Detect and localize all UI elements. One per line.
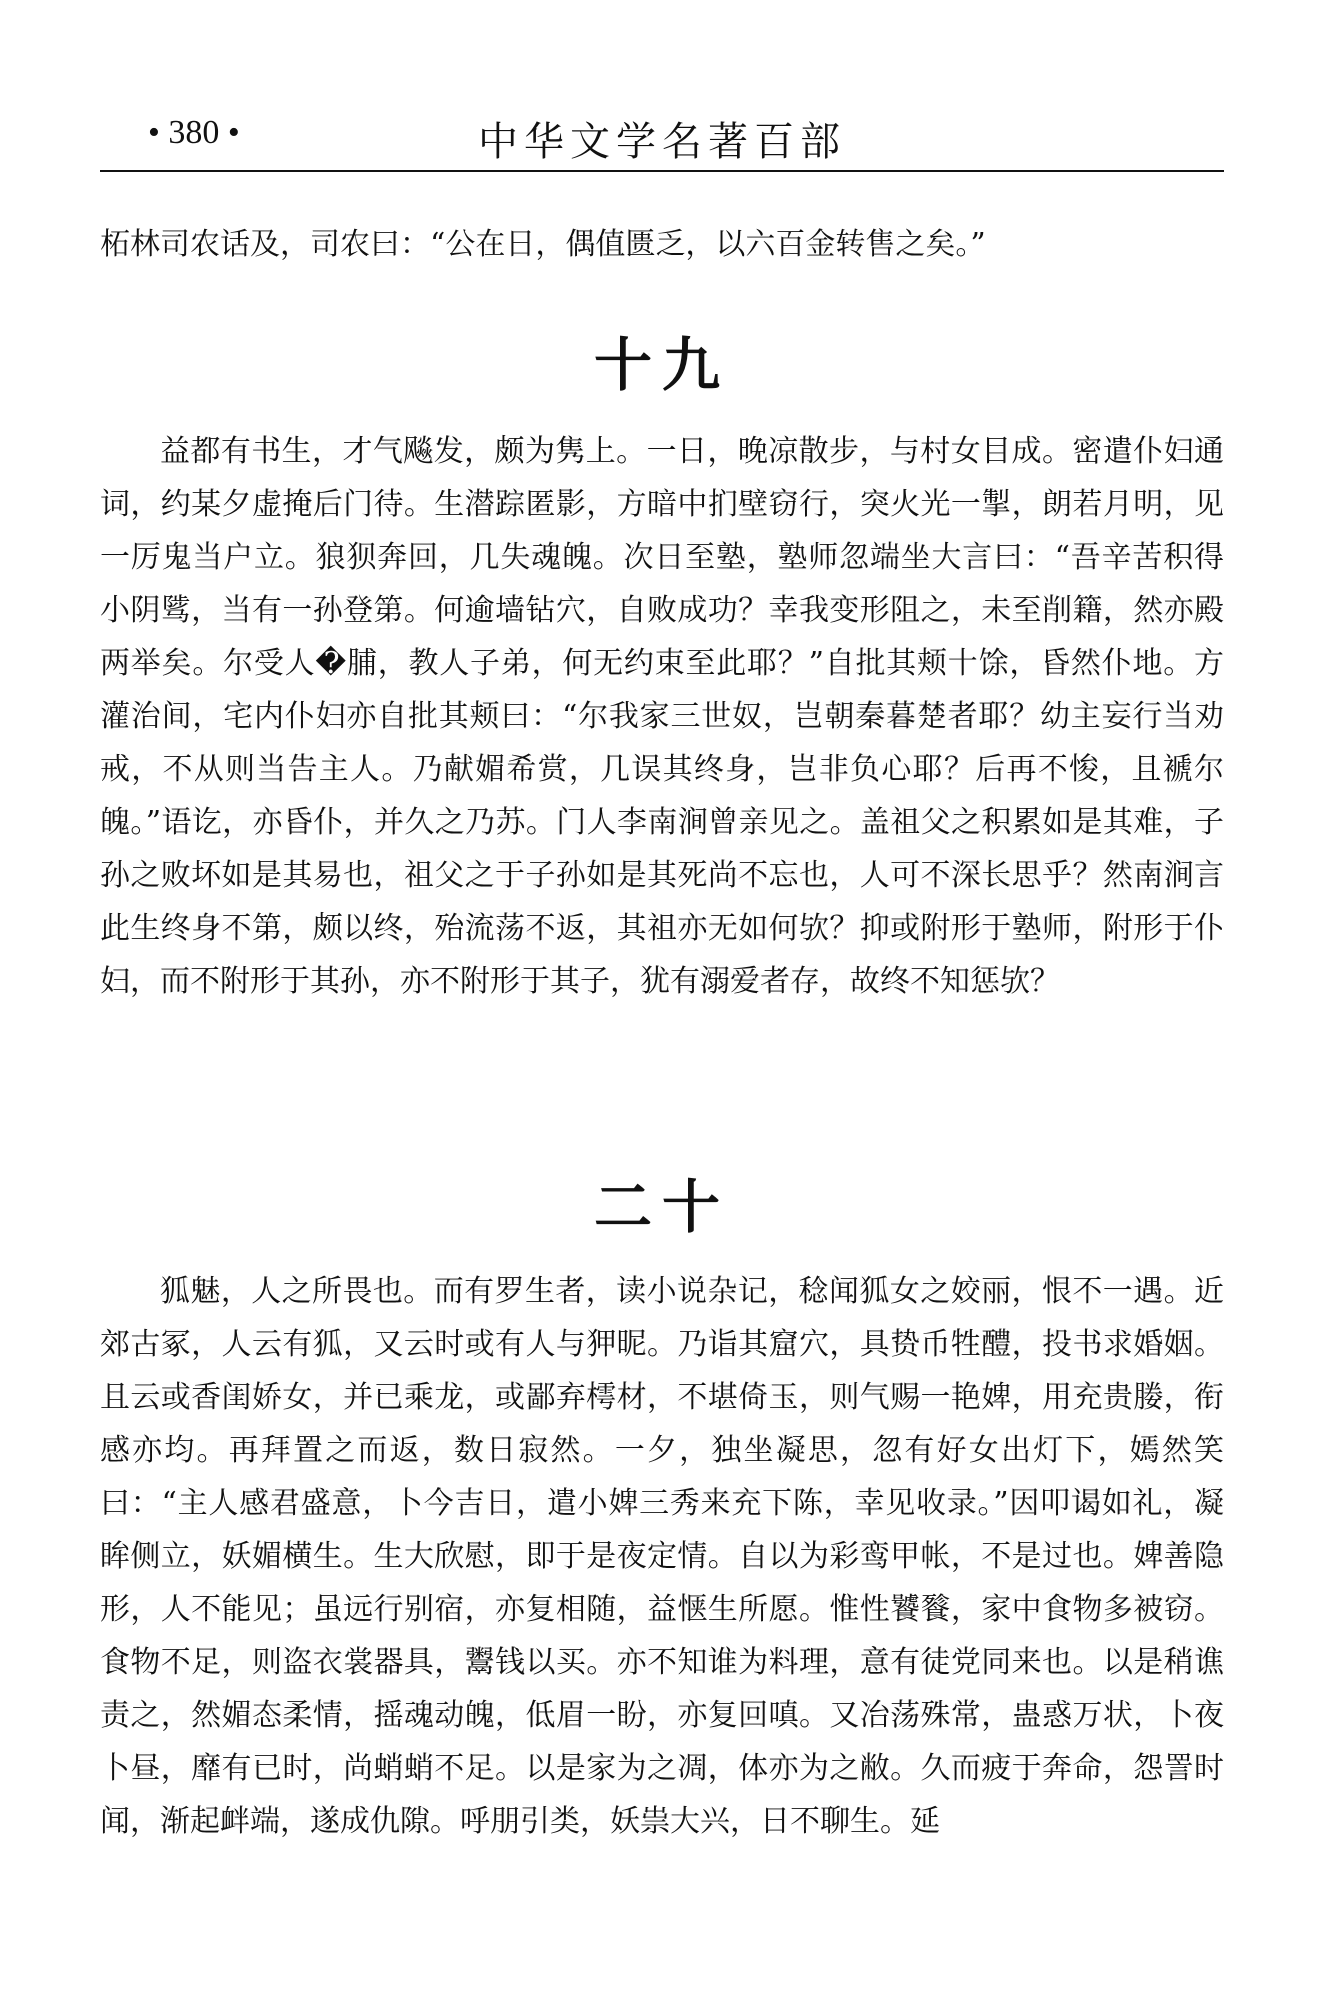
section-19-body xyxy=(100,425,1224,1008)
lead-paragraph xyxy=(100,218,1224,271)
lead-paragraph-text: 柘林司农话及，司农曰：“公在日，偶值匮乏，以六百金转售之矣。” xyxy=(100,227,986,262)
section-20-paragraph: 狐魅，人之所畏也。而有罗生者，读小说杂记，稔闻狐女之姣丽，恨不一遇。近郊古冢，人云有狐，又云时或有人与狎昵。乃诣其窟穴，具贽币牲醴，投书求婚姻。且云或香闺娇女，并已乘龙，或鄙弃樗材，不堪倚玉，则气赐一艳婢，用充贵媵，衔感亦均。再拜置之而返，数日寂然。一夕，独坐凝思，忽有好女出灯下，嫣然笑曰：“主人感君盛意，卜今吉日，遣小婢三秀来充下陈，幸见收录。”因叩谒如礼，凝眸侧立，妖媚横生。生大欣慰，即于是夜定情。自以为彩鸾甲帐，不是过也。婢善隐形，人不能见；虽远行别宿，亦复相随，益惬生所愿。惟性饕餮，家中食物多被窃。食物不足，则盗衣裳器具，鬻钱以买。亦不知谁为料理，意有徒党同来也。以是稍谯责之，然媚态柔情，摇魂动魄，低眉一盼，亦复回嗔。又冶荡殊常，蛊惑万状，卜夜卜昼，靡有已时，尚蛸蛸不足。以是家为之凋，体亦为之敝。久而疲于奔命，怨詈时闻，渐起衅端，遂成仇隙。呼朋引类，妖祟大兴，日不聊生。延 xyxy=(100,1274,1224,1839)
section-title-19: 十九 xyxy=(593,331,730,399)
section-title-20: 二十 xyxy=(593,1173,730,1241)
page-number: • 380 • xyxy=(148,114,240,151)
section-20-body xyxy=(100,1265,1224,1848)
section-19-paragraph: 益都有书生，才气飚发，颇为隽上。一日，晚凉散步，与村女目成。密遣仆妇通词，约某夕虚掩后门待。生潜踪匿影，方暗中扪壁窃行，突火光一掣，朗若月明，见一厉鬼当户立。狼狈奔回，几失魂魄。次日至塾，塾师忽端坐大言曰：“吾辛苦积得小阴骘，当有一孙登第。何逾墙钻穴，自败成功？幸我变形阻之，未至削籍，然亦殿两举矣。尔受人�脯，教人子弟，何无约束至此耶？”自批其颊十馀，昏然仆地。方灌治间，宅内仆妇亦自批其颊曰：“尔我家三世奴，岂朝秦暮楚者耶？幼主妄行当劝戒，不从则当告主人。乃献媚希赏，几误其终身，岂非负心耶？后再不悛，且褫尔魄。”语讫，亦昏仆，并久之乃苏。门人李南涧曾亲见之。盖祖父之积累如是其难，子孙之败坏如是其易也，祖父之于子孙如是其死尚不忘也，人可不深长思乎？然南涧言此生终身不第，颇以终，殆流荡不返，其祖亦无如何欤？抑或附形于塾师，附形于仆妇，而不附形于其孙，亦不附形于其子，犹有溺爱者存，故终不知惩欤？ xyxy=(100,434,1224,999)
book-title: 中华文学名著百部 xyxy=(478,119,846,165)
page-header xyxy=(100,108,1224,168)
header-rule xyxy=(100,170,1224,172)
